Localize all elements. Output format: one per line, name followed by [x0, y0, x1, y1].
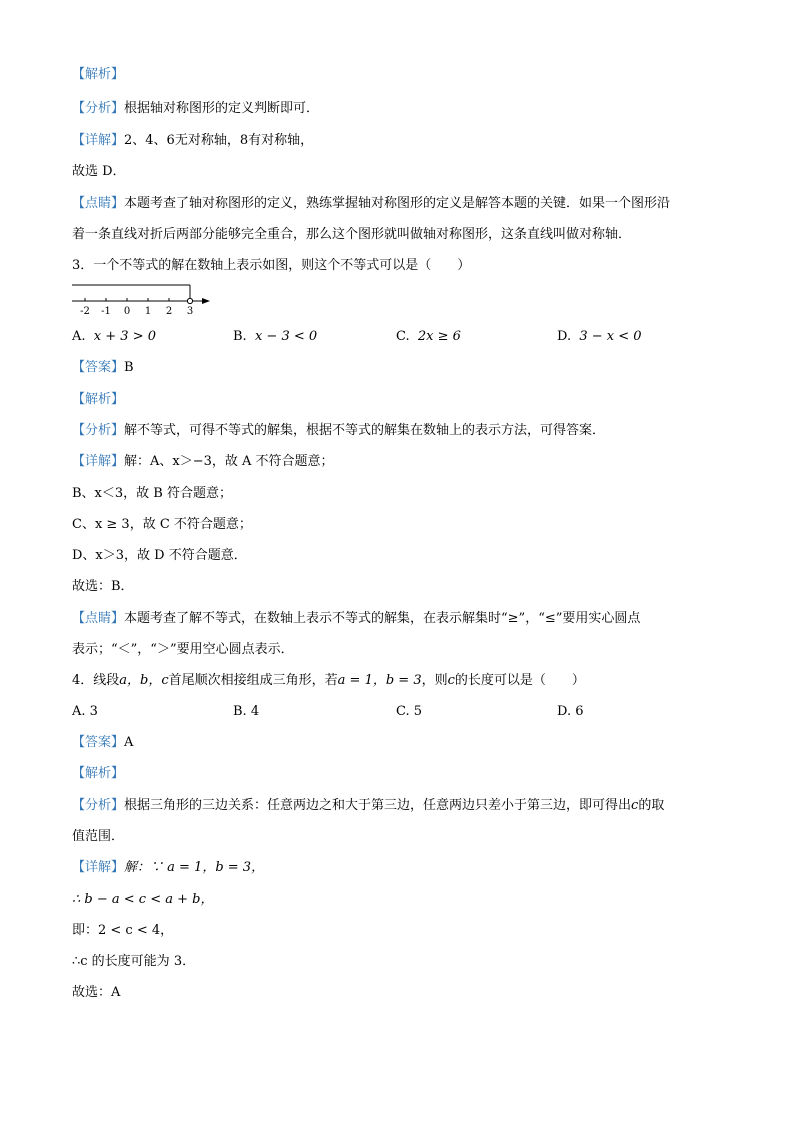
q4-option-b: B. 4 — [233, 704, 260, 719]
q4-analysis-line-1: 【分析】根据三角形的三边关系：任意两边之和大于第三边，任意两边只差小于第三边，即可得出c的取 — [72, 798, 665, 813]
q4-option-d: D. 6 — [557, 704, 584, 719]
q3-detail-1: 【详解】解：A、x＞−3，故 A 不符合题意； — [72, 454, 334, 469]
q3-option-d: D. 3 − x < 0 — [557, 329, 642, 344]
q3-analysis-heading: 【解析】 — [72, 392, 125, 407]
number-line-tick-label: -2 — [80, 306, 90, 317]
q4-option-a: A. 3 — [72, 704, 98, 719]
q3-tip-line-1: 【点睛】本题考查了解不等式，在数轴上表示不等式的解集，在表示解集时“≥”，“≤”要用实心圆点 — [72, 611, 641, 626]
q4-choice: 故选：A — [72, 985, 121, 1000]
q4-detail-1: 【详解】解：∵ a = 1，b = 3， — [72, 860, 265, 875]
number-line-tick-label: -1 — [101, 306, 111, 317]
q4-answer: 【答案】A — [72, 735, 134, 750]
q3-option-a: A. x + 3 > 0 — [72, 329, 156, 344]
open-endpoint-dot — [187, 298, 192, 303]
q4-option-c: C. 5 — [396, 704, 423, 719]
q3-choice: 故选：B． — [72, 579, 134, 594]
number-line-tick-label: 2 — [165, 306, 173, 317]
q3-option-c: C. 2x ≥ 6 — [396, 329, 461, 344]
tip-1-line-2: 着一条直线对折后两部分能够完全重合，那么这个图形就叫做轴对称图形，这条直线叫做对称轴． — [72, 227, 632, 242]
q3-detail-3: C、x ≥ 3，故 C 不符合题意； — [72, 517, 252, 532]
q3-answer: 【答案】B — [72, 360, 134, 375]
q4-detail-3: 即：2 < c < 4， — [72, 923, 174, 938]
tip-1-line-1: 【点睛】本题考查了轴对称图形的定义，熟练掌握轴对称图形的定义是解答本题的关键．如果一个图形沿 — [72, 196, 671, 211]
number-line — [72, 283, 222, 319]
q3-tip-line-2: 表示；“＜”，“＞”要用空心圆点表示． — [72, 642, 294, 657]
number-line-tick-label: 1 — [144, 306, 152, 317]
number-line-arrow — [202, 298, 210, 304]
number-line-tick-label: 0 — [123, 306, 131, 317]
q4-analysis-line-2: 值范围． — [72, 829, 125, 844]
detail-1: 【详解】2、4、6无对称轴，8有对称轴， — [72, 133, 314, 148]
q3-analysis: 【分析】解不等式，可得不等式的解集，根据不等式的解集在数轴上的表示方法，可得答案． — [72, 423, 606, 438]
analysis-1: 【分析】根据轴对称图形的定义判断即可． — [72, 101, 320, 116]
analysis-heading-1: 【解析】 — [72, 67, 125, 82]
q4-detail-2: ∴ b − a < c < a + b， — [72, 892, 214, 907]
q3-detail-4: D、x＞3，故 D 不符合题意． — [72, 548, 247, 563]
q4-detail-4: ∴c 的长度可能为 3． — [72, 954, 196, 969]
question-3-stem: 3．一个不等式的解在数轴上表示如图，则这个不等式可以是（ ） — [72, 258, 471, 273]
answer-choice-1: 故选 D． — [72, 164, 126, 179]
question-4-stem: 4．线段a，b，c首尾顺次相接组成三角形，若a = 1，b = 3，则c的长度可以是（ ） — [72, 673, 585, 688]
q3-detail-2: B、x＜3，故 B 符合题意； — [72, 486, 232, 501]
number-line-tick-label: 3 — [186, 306, 194, 317]
q4-analysis-heading: 【解析】 — [72, 766, 125, 781]
q3-option-b: B. x − 3 < 0 — [233, 329, 318, 344]
